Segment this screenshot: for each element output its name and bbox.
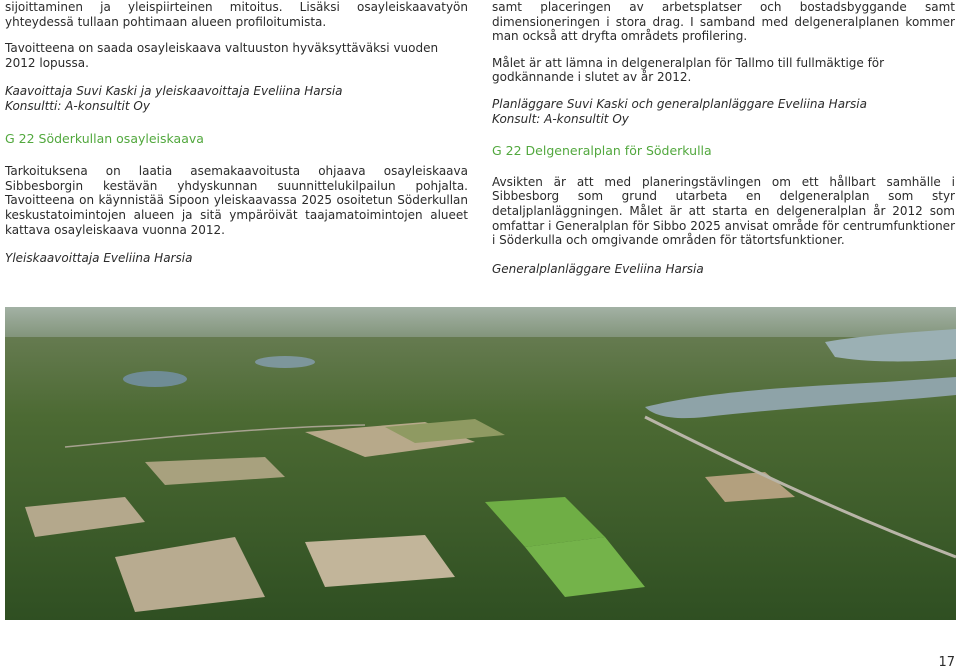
finnish-credits-line-1: Kaavoittaja Suvi Kaski ja yleiskaavoittaja Eveliina Harsia xyxy=(5,84,343,99)
finnish-intro-text: sijoittaminen ja yleispiirteinen mitoitus. Lisäksi osayleiskaavatyön yhteydessä tullaan pohtimaan alueen profiloitumista. xyxy=(5,0,468,29)
page-number: 17 xyxy=(938,655,955,670)
swedish-credits-line-1: Planläggare Suvi Kaski och generalplanläggare Eveliina Harsia xyxy=(492,96,867,111)
finnish-goal-text: Tavoitteena on saada osayleiskaava valtuuston hyväksyttäväksi vuoden 2012 lopussa. xyxy=(5,41,439,70)
swedish-column xyxy=(492,0,955,276)
finnish-body-text: Tarkoituksena on laatia asemakaavoitusta ohjaava osayleiskaava Sibbesborgin kestävän yhdyskunnan suunnittelukilpailun pohjalta. Tavoitteena on käynnistää Sipoon yleiskaavassa 2025 osoitetun Söderkullan keskustatoimintojen alueen ja sitä ympäröivät taajamatoimintojen alueet kattava osayleiskaava vuonna 2012. xyxy=(5,164,468,237)
swedish-intro-text: samt placeringen av arbetsplatser och bostadsbyggande samt dimensioneringen i stora drag. I samband med delgeneralplanen kommer man också att dryfta områdets profilering. xyxy=(492,0,955,44)
swedish-credits-line-2: Konsult: A-konsultit Oy xyxy=(492,111,629,126)
finnish-section-heading: G 22 Söderkullan osayleiskaava xyxy=(5,130,204,146)
swedish-body-text: Avsikten är att med planeringstävlingen om ett hållbart samhälle i Sibbesborg som grund utarbeta en delgeneralplan som styr detaljplanläggningen. Målet är att starta en delgeneralplan år 2012 som omfattar i Generalplan för Sibbo 2025 anvisat område för centrumfunktioner i Söderkulla och omgivande områden för tätortsfunktioner. xyxy=(492,174,955,248)
finnish-signature: Yleiskaavoittaja Eveliina Harsia xyxy=(5,251,193,266)
aerial-landscape-photo xyxy=(5,307,956,620)
finnish-column xyxy=(5,0,468,266)
finnish-credits-line-2: Konsultti: A-konsultit Oy xyxy=(5,98,150,113)
swedish-section-heading: G 22 Delgeneralplan för Söderkulla xyxy=(492,143,712,159)
swedish-signature: Generalplanläggare Eveliina Harsia xyxy=(492,261,704,276)
swedish-goal-text: Målet är att lämna in delgeneralplan för Tallmo till fullmäktige för godkännande i slutet av år 2012. xyxy=(492,55,885,85)
